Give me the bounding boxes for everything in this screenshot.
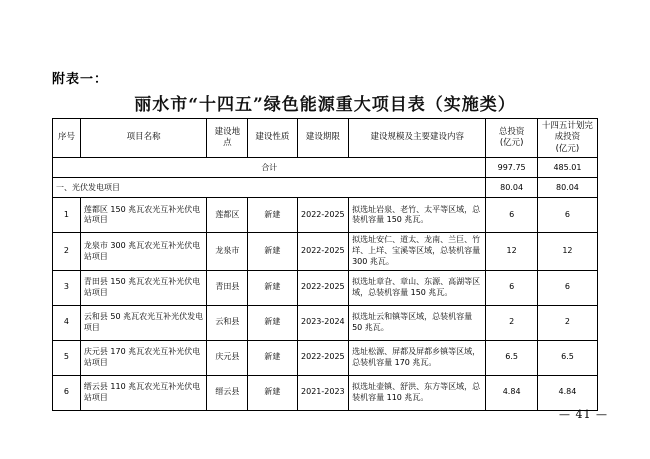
header-nature: 建设性质 [248, 119, 297, 158]
cell-scope: 拟选址章旮、章山、东源、高湖等区域，总装机容量 150 兆瓦。 [349, 270, 486, 305]
section-plan-investment: 80.04 [537, 178, 597, 198]
cell-total-investment: 2 [486, 305, 537, 340]
cell-period: 2023-2024 [297, 305, 348, 340]
cell-period: 2022-2025 [297, 340, 348, 375]
header-plan-investment-main: 十四五计划完成投资 [541, 121, 593, 143]
cell-project-name: 莲都区 150 兆瓦农光互补光伏电站项目 [80, 198, 207, 233]
cell-plan-investment: 2 [537, 305, 597, 340]
cell-period: 2021-2023 [297, 375, 348, 410]
section-label: 一、光伏发电项目 [53, 178, 486, 198]
cell-no: 6 [53, 375, 81, 410]
cell-nature: 新建 [248, 198, 297, 233]
cell-no: 1 [53, 198, 81, 233]
cell-scope: 拟选址壶镇、舒洪、东方等区域，总装机容量 110 兆瓦。 [349, 375, 486, 410]
cell-location: 莲都区 [207, 198, 248, 233]
cell-nature: 新建 [248, 233, 297, 270]
header-scope: 建设规模及主要建设内容 [349, 119, 486, 158]
cell-nature: 新建 [248, 305, 297, 340]
cell-plan-investment: 6.5 [537, 340, 597, 375]
total-total-investment: 997.75 [486, 158, 537, 178]
cell-period: 2022-2025 [297, 233, 348, 270]
cell-total-investment: 6 [486, 270, 537, 305]
table-row-section [53, 178, 598, 198]
cell-project-name: 庆元县 170 兆瓦农光互补光伏电站项目 [80, 340, 207, 375]
cell-scope: 拟选址岩泉、老竹、太平等区域，总装机容量 150 兆瓦。 [349, 198, 486, 233]
cell-nature: 新建 [248, 340, 297, 375]
cell-location: 庆元县 [207, 340, 248, 375]
cell-location: 云和县 [207, 305, 248, 340]
cell-plan-investment: 6 [537, 270, 597, 305]
header-no: 序号 [53, 119, 81, 158]
header-period: 建设期限 [297, 119, 348, 158]
cell-no: 4 [53, 305, 81, 340]
header-location: 建设地点 [207, 119, 248, 158]
cell-nature: 新建 [248, 270, 297, 305]
header-plan-investment-unit: (亿元) [555, 143, 580, 154]
cell-total-investment: 6 [486, 198, 537, 233]
cell-project-name: 缙云县 110 兆瓦农光互补光伏电站项目 [80, 375, 207, 410]
cell-no: 3 [53, 270, 81, 305]
table-row [53, 305, 598, 340]
cell-location: 缙云县 [207, 375, 248, 410]
total-plan-investment: 485.01 [537, 158, 597, 178]
table-row [53, 233, 598, 270]
table-row [53, 375, 598, 410]
cell-period: 2022-2025 [297, 198, 348, 233]
table-row [53, 270, 598, 305]
cell-no: 2 [53, 233, 81, 270]
cell-location: 龙泉市 [207, 233, 248, 270]
cell-scope: 选址松源、屏都及屏都乡镇等区域，总装机容量 170 兆瓦。 [349, 340, 486, 375]
header-project-name: 项目名称 [80, 119, 207, 158]
cell-nature: 新建 [248, 375, 297, 410]
project-table [52, 118, 598, 411]
header-total-investment [486, 119, 537, 158]
cell-scope: 拟选址安仁、道太、龙南、兰巨、竹垟、上垟、宝溪等区域，总装机容量 300 兆瓦。 [349, 233, 486, 270]
header-total-investment-main: 总投资 [498, 126, 525, 137]
cell-location: 青田县 [207, 270, 248, 305]
cell-plan-investment: 12 [537, 233, 597, 270]
cell-scope: 拟选址云和镇等区域，总装机容量 50 兆瓦。 [349, 305, 486, 340]
cell-plan-investment: 4.84 [537, 375, 597, 410]
table-row [53, 198, 598, 233]
cell-period: 2022-2025 [297, 270, 348, 305]
cell-project-name: 青田县 150 兆瓦农光互补光伏电站项目 [80, 270, 207, 305]
table-row-total [53, 158, 598, 178]
page-title: 丽水市“十四五”绿色能源重大项目表（实施类） [134, 95, 516, 115]
section-total-investment: 80.04 [486, 178, 537, 198]
table-header-row [53, 119, 598, 158]
cell-plan-investment: 6 [537, 198, 597, 233]
header-total-investment-unit: (亿元) [499, 138, 524, 149]
total-label: 合计 [53, 158, 486, 178]
table-row [53, 340, 598, 375]
annex-label: 附表一： [52, 72, 109, 87]
page-number: — 41 — [559, 408, 608, 421]
cell-no: 5 [53, 340, 81, 375]
cell-total-investment: 6.5 [486, 340, 537, 375]
cell-total-investment: 12 [486, 233, 537, 270]
cell-project-name: 龙泉市 300 兆瓦农光互补光伏电站项目 [80, 233, 207, 270]
cell-project-name: 云和县 50 兆瓦农光互补光伏发电项目 [80, 305, 207, 340]
header-plan-investment [537, 119, 597, 158]
cell-total-investment: 4.84 [486, 375, 537, 410]
